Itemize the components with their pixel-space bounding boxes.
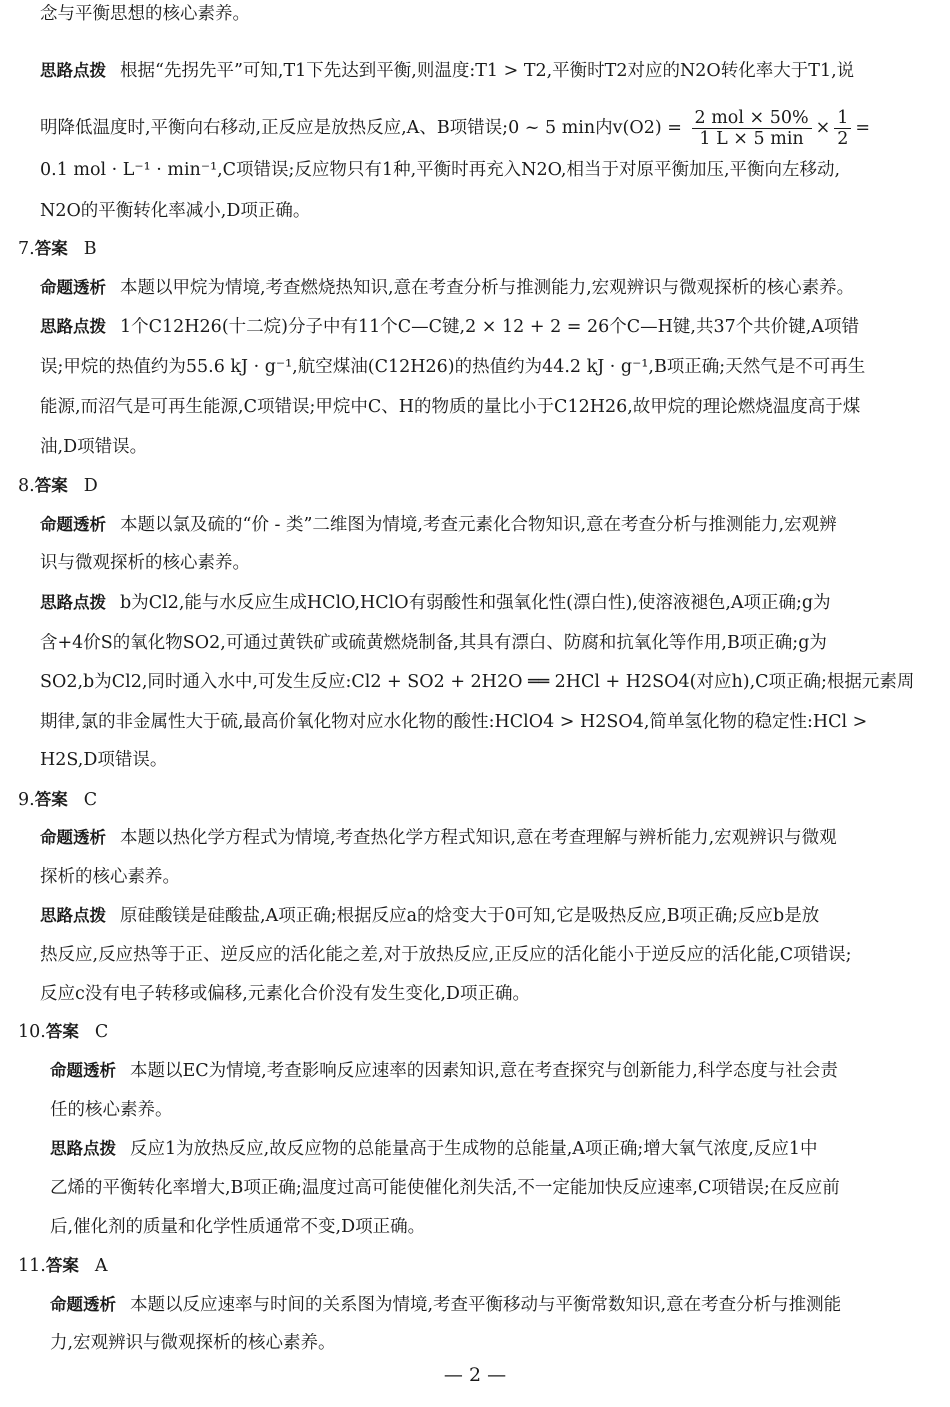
page-number: — 2 —: [443, 1364, 507, 1386]
analysis-label: 命题透析: [50, 1061, 116, 1080]
q8-hint-line-4: 期律,氯的非金属性大于硫,最高价氧化物对应水化物的酸性:HClO4 > H2SO4,简单氢化物的稳定性:HCl >: [40, 712, 868, 732]
q8-analysis-line-2: 识与微观探析的核心素养。: [40, 553, 250, 573]
q9-analysis-line-2: 探析的核心素养。: [40, 867, 180, 887]
analysis-label: 命题透析: [50, 1295, 116, 1314]
q8-hint-line-3: SO2,b为Cl2,同时通入水中,可发生反应:Cl2 + SO2 + 2H2O ══ 2HCl + H2SO4(对应h),C项正确;根据元素周: [40, 672, 915, 692]
q7-analysis-line-1: 命题透析 本题以甲烷为情境,考查燃烧热知识,意在考查分析与推测能力,宏观辨识与微观探析的核心素养。: [40, 278, 855, 298]
q11-answer-line: 11.答案 A: [18, 1256, 108, 1276]
hint-label: 思路点拨: [40, 317, 106, 336]
q7-answer-line: 7.答案 B: [18, 239, 97, 259]
q6-hint-line-1: [40, 59, 854, 83]
q11-answer-value: A: [94, 1256, 108, 1276]
q7-hint-line-1: 思路点拨 1个C12H26(十二烷)分子中有11个C—C键,2 × 12 + 2 = 26个C—H键,共37个共价键,A项错: [40, 317, 859, 337]
hint-label: 思路点拨: [40, 593, 106, 612]
q9-answer-value: C: [83, 790, 98, 810]
q10-answer-line: 10.答案 C: [18, 1022, 109, 1042]
hint-label: 思路点拨: [40, 906, 106, 925]
q7-hint-line-2: 误;甲烷的热值约为55.6 kJ · g⁻¹,航空煤油(C12H26)的热值约为44.2 kJ · g⁻¹,B项正确;天然气是不可再生: [40, 357, 866, 377]
q7-answer-value: B: [83, 239, 97, 259]
hint-label: 思路点拨: [40, 61, 106, 80]
hint-label: 思路点拨: [50, 1139, 116, 1158]
q10-hint-line-2: 乙烯的平衡转化率增大,B项正确;温度过高可能使催化剂失活,不一定能加快反应速率,C项错误;在反应前: [50, 1178, 840, 1198]
q9-analysis-line-1: 命题透析 本题以热化学方程式为情境,考查热化学方程式知识,意在考查理解与辨析能力,宏观辨识与微观: [40, 828, 837, 848]
q11-analysis-line-2: 力,宏观辨识与微观探析的核心素养。: [50, 1333, 336, 1353]
q8-hint-line-1: 思路点拨 b为Cl2,能与水反应生成HClO,HClO有弱酸性和强氧化性(漂白性),使溶液褪色,A项正确;g为: [40, 593, 831, 613]
q6-hint-text-2: 明降低温度时,平衡向右移动,正反应是放热反应,A、B项错误;0 ~ 5 min内v(O2) =: [40, 118, 682, 138]
q9-hint-line-3: 反应c没有电子转移或偏移,元素化合价没有发生变化,D项正确。: [40, 984, 530, 1004]
q9-answer-line: 9.答案 C: [18, 790, 98, 810]
q8-analysis-line-1: 命题透析 本题以氯及硫的“价 - 类”二维图为情境,考查元素化合物知识,意在考查分析与推测能力,宏观辨: [40, 515, 837, 535]
q11-analysis-line-1: 命题透析 本题以反应速率与时间的关系图为情境,考查平衡移动与平衡常数知识,意在考查分析与推测能: [50, 1295, 842, 1315]
q8-hint-line-5: H2S,D项错误。: [40, 750, 168, 770]
q6-tail-line: 念与平衡思想的核心素养。: [40, 4, 250, 24]
q6-hint-text-1: 根据“先拐先平”可知,T1下先达到平衡,则温度:T1 > T2,平衡时T2对应的N2O转化率大于T1,说: [120, 61, 855, 81]
q10-analysis-line-1: 命题透析 本题以EC为情境,考查影响反应速率的因素知识,意在考查探究与创新能力,科学态度与社会责: [50, 1061, 838, 1081]
q6-hint-line-3: 0.1 mol · L⁻¹ · min⁻¹,C项错误;反应物只有1种,平衡时再充入N2O,相当于对原平衡加压,平衡向左移动,: [40, 160, 841, 180]
q8-hint-line-2: 含+4价S的氧化物SO2,可通过黄铁矿或硫黄燃烧制备,其具有漂白、防腐和抗氧化等作用,B项正确;g为: [40, 633, 827, 653]
q8-answer-value: D: [83, 476, 98, 496]
analysis-label: 命题透析: [40, 515, 106, 534]
analysis-label: 命题透析: [40, 828, 106, 847]
half-fraction: $\frac{1}{2}$: [834, 108, 851, 149]
q9-hint-line-2: 热反应,反应热等于正、逆反应的活化能之差,对于放热反应,正反应的活化能小于逆反应的活化能,C项错误;: [40, 945, 852, 965]
analysis-label: 命题透析: [40, 278, 106, 297]
q10-hint-line-1: 思路点拨 反应1为放热反应,故反应物的总能量高于生成物的总能量,A项正确;增大氧气浓度,反应1中: [50, 1139, 818, 1159]
q6-hint-line-4: N2O的平衡转化率减小,D项正确。: [40, 201, 311, 221]
q9-hint-line-1: 思路点拨 原硅酸镁是硅酸盐,A项正确;根据反应a的焓变大于0可知,它是吸热反应,B项正确;反应b是放: [40, 906, 820, 926]
q8-answer-line: 8.答案 D: [18, 476, 98, 496]
q7-hint-line-4: 油,D项错误。: [40, 437, 148, 457]
q10-answer-value: C: [94, 1022, 109, 1042]
q6-hint-line-2: 明降低温度时,平衡向右移动,正反应是放热反应,A、B项错误;0 ~ 5 min内v(O2) = $\frac{\text{2 mol × 50\%}}{1 L \times 5 \min}$ × $\frac{1}{2}$ =: [40, 108, 871, 149]
q10-analysis-line-2: 任的核心素养。: [50, 1100, 173, 1120]
rate-fraction: $\frac{\text{2 mol × 50\%}}{1 L \times 5 \min}$: [692, 108, 812, 149]
q7-hint-line-3: 能源,而沼气是可再生能源,C项错误;甲烷中C、H的物质的量比小于C12H26,故甲烷的理论燃烧温度高于煤: [40, 397, 861, 417]
q10-hint-line-3: 后,催化剂的质量和化学性质通常不变,D项正确。: [50, 1217, 426, 1237]
